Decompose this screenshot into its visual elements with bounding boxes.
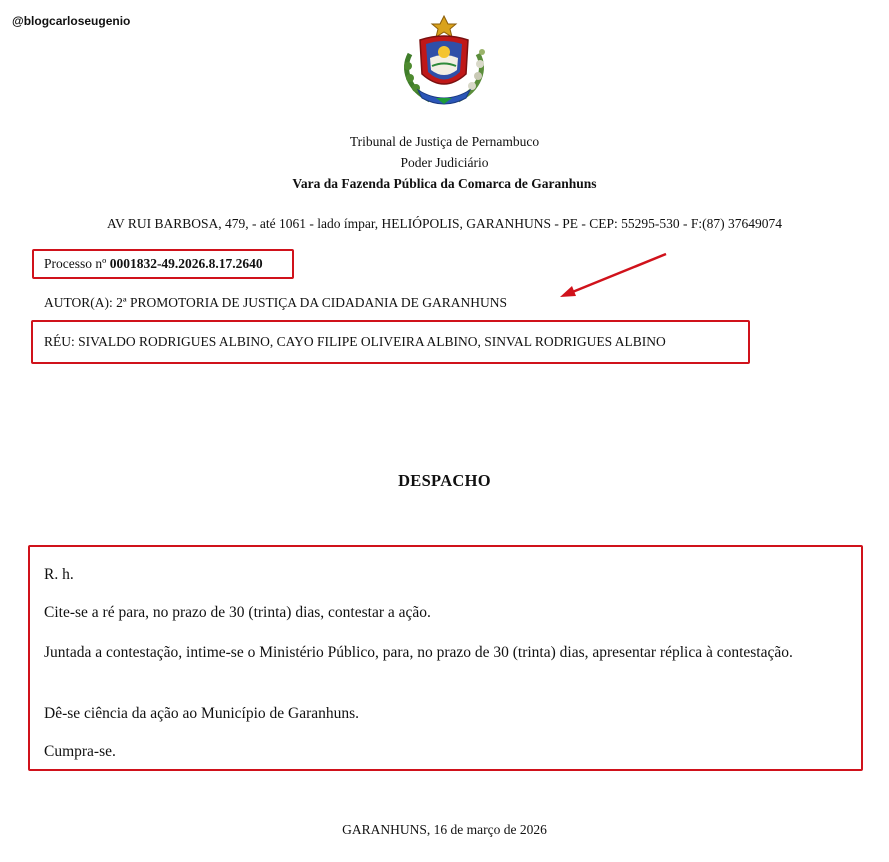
processo-number: 0001832-49.2026.8.17.2640 (109, 256, 263, 271)
body-paragraph-1: R. h. (44, 566, 74, 583)
autor-line: AUTOR(A): 2ª PROMOTORIA DE JUSTIÇA DA CIDADANIA DE GARANHUNS (44, 295, 508, 310)
watermark: @blogcarloseugenio (12, 14, 131, 28)
processo-label: Processo nº (44, 256, 110, 271)
red-arrow-icon (556, 250, 671, 300)
court-division: Vara da Fazenda Pública da Comarca de Garanhuns (292, 176, 597, 191)
power-name: Poder Judiciário (400, 155, 489, 170)
court-name: Tribunal de Justiça de Pernambuco (349, 134, 540, 149)
processo-line (44, 256, 263, 272)
body-paragraph-4: Dê-se ciência da ação ao Município de Garanhuns. (44, 705, 360, 722)
body-paragraph-3: Juntada a contestação, intime-se o Ministério Público, para, no prazo de 30 (trinta) dias, apresentar réplica à contestação. (44, 644, 793, 661)
body-paragraph-5: Cumpra-se. (44, 743, 116, 760)
body-paragraph-2: Cite-se a ré para, no prazo de 30 (trinta) dias, contestar a ação. (44, 604, 431, 621)
court-address: AV RUI BARBOSA, 479, - até 1061 - lado ímpar, HELIÓPOLIS, GARANHUNS - PE - CEP: 55295-530 - F:(87) 37649074 (106, 216, 783, 231)
document-title: DESPACHO (398, 471, 491, 490)
pernambuco-coat-of-arms-icon (396, 14, 492, 110)
reu-line: RÉU: SIVALDO RODRIGUES ALBINO, CAYO FILIPE OLIVEIRA ALBINO, SINVAL RODRIGUES ALBINO (44, 334, 666, 349)
place-date: GARANHUNS, 16 de março de 2026 (342, 822, 547, 837)
